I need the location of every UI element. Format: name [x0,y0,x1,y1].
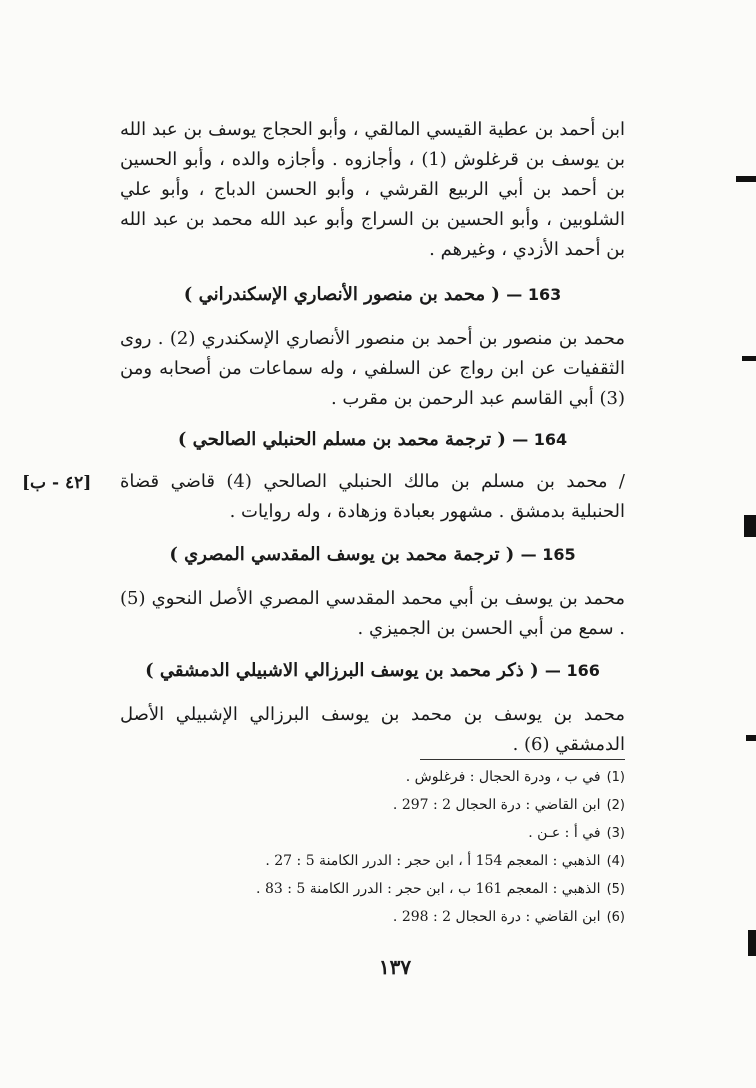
page-number: ١٣٧ [378,955,412,979]
paragraph-entry-165: محمد بن يوسف بن أبي محمد المقدسي المصري الأصل النحوي (5) . سمع من أبي الحسن بن الجميزي . [120,588,625,639]
entry-title: ( ترجمة محمد بن يوسف المقدسي المصري ) [169,544,515,565]
entry-title: ( ترجمة محمد بن مسلم الحنبلي الصالحي ) [177,429,506,450]
entry-number: 166 — [544,661,600,680]
footnote-6 [180,905,625,930]
entry-heading-163 [120,280,625,310]
footnote-text: في ب ، ودرة الحجال : فرغلوش . [405,769,601,785]
paragraph-continuation: ابن أحمد بن عطية القيسي المالقي ، وأبو الحجاج يوسف بن عبد الله بن يوسف بن قرغلوش (1) ، وأجازوه . وأجازه والده ، وأبو الحسين بن أحمد بن أبي الربيع القرشي ، وأبو الحسن الدباج ، وأبو علي الشلوبين ، وأبو الحسين بن السراج وأبو عبد الله محمد بن عبد الله بن أحمد الأزدي ، وغيرهم . [120,119,625,260]
footnote-4 [180,849,625,874]
entry-number: 164 — [512,430,568,449]
entry-number: 165 — [520,545,576,564]
footnote-number: (3) [606,826,625,841]
entry-title: ( ذكر محمد بن يوسف البرزالي الاشبيلي الدمشقي ) [145,660,539,681]
entry-heading-164 [120,425,625,455]
footnote-number: (6) [606,910,625,925]
paragraph-entry-163: محمد بن منصور بن أحمد بن منصور الأنصاري الإسكندري (2) . روى الثقفيات عن ابن رواج عن السلفي ، وله سماعات من أصحابه ومن (3) أبي القاسم عبد الرحمن بن مقرب . [120,328,625,409]
paragraph-entry-166: محمد بن يوسف بن محمد بن يوسف البرزالي الإشبيلي الأصل الدمشقي (6) . [120,704,625,755]
footnote-separator [420,759,625,760]
paragraph-entry-164: / محمد بن مسلم بن مالك الحنبلي الصالحي (4) قاضي قضاة الحنبلية بدمشق . مشهور بعبادة وزهادة ، وله روايات . [120,471,625,522]
manuscript-folio-note: [٤٢ - ب] [22,473,92,493]
scan-edge-mark [736,176,756,182]
footnote-2 [180,793,625,818]
scan-edge-mark [742,356,756,361]
entry-heading-166 [120,656,625,686]
footnote-text: ابن القاضي : درة الحجال 2 : 298 . [392,909,601,925]
entry-title: ( محمد بن منصور الأنصاري الإسكندراني ) [183,284,500,305]
scan-edge-mark [746,735,756,741]
footnote-number: (2) [606,798,625,813]
footnote-1 [180,765,625,790]
footnote-text: ابن القاضي : درة الحجال 2 : 297 . [392,797,601,813]
footnote-number: (4) [606,854,625,869]
footnote-number: (1) [606,770,625,785]
entry-heading-165 [120,540,625,570]
entry-number: 163 — [506,285,562,304]
footnote-text: الذهبي : المعجم 161 ب ، ابن حجر : الدرر الكامنة 5 : 83 . [256,881,601,897]
scan-edge-mark [744,515,756,537]
footnote-5 [180,877,625,902]
footnote-text: الذهبي : المعجم 154 أ ، ابن حجر : الدرر الكامنة 5 : 27 . [265,853,601,869]
footnote-number: (5) [606,882,625,897]
scan-edge-mark [748,930,756,956]
footnote-3 [180,821,625,846]
footnote-text: في أ : عـن . [528,825,601,841]
